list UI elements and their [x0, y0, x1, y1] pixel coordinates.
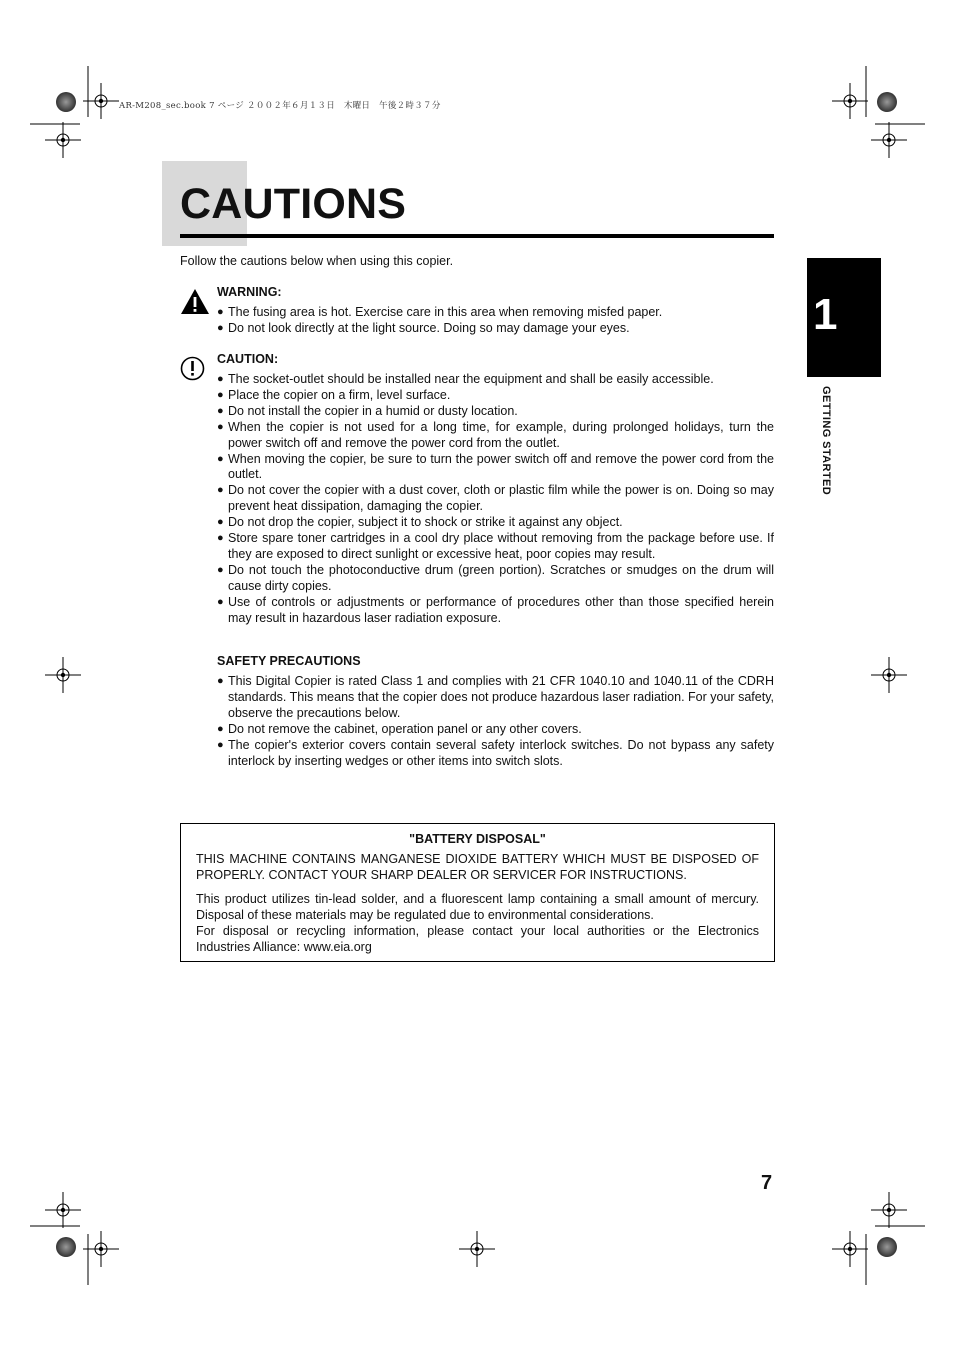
bullet-icon: ● [217, 595, 224, 608]
list-item-text: When the copier is not used for a long time, for example, during prolonged holidays, turn the power switch off and remove the power cord from the outlet. [228, 419, 774, 450]
list-item [217, 563, 774, 595]
list-item [217, 515, 774, 531]
safety-section [217, 654, 774, 769]
list-item [217, 674, 774, 722]
warning-triangle-icon [180, 288, 210, 315]
warning-heading: WARNING: [217, 285, 282, 299]
bullet-icon: ● [217, 484, 224, 497]
page-title: CAUTIONS [180, 180, 407, 228]
list-item-text: The fusing area is hot. Exercise care in this area when removing misfed paper. [228, 305, 663, 319]
list-item-text: Store spare toner cartridges in a cool dry place without removing from the package before use. If they are exposed to direct sunlight or excessive heat, poor copies may result. [228, 531, 774, 561]
bullet-icon: ● [217, 452, 224, 465]
list-item-text: Do not install the copier in a humid or dusty location. [228, 403, 518, 418]
list-item-text: Do not cover the copier with a dust cover, cloth or plastic film while the power is on. Doing so may prevent heat dissipation, damaging the copier. [228, 483, 774, 514]
bullet-icon: ● [217, 675, 224, 687]
list-item-text: This Digital Copier is rated Class 1 and complies with 21 CFR 1040.10 and 1040.11 of the CDRH standards. This means that the copier does not produce hazardous laser radiation. For your safety, observe the precautions below. [228, 674, 774, 720]
list-item-text: Do not touch the photoconductive drum (green portion). Scratches or smudges on the drum will cause dirty copies. [228, 562, 774, 593]
chapter-label: GETTING STARTED [820, 386, 832, 496]
title-rule [180, 234, 774, 238]
list-item [217, 483, 774, 515]
bullet-icon: ● [217, 420, 224, 433]
list-item [217, 531, 774, 563]
safety-heading: SAFETY PRECAUTIONS [217, 654, 361, 668]
caution-section [217, 352, 774, 627]
list-item [217, 420, 774, 452]
bullet-icon: ● [217, 388, 224, 401]
caution-exclamation-icon [180, 356, 205, 381]
list-item [217, 321, 774, 337]
print-header: AR-M208_sec.book 7 ページ ２００２年６月１３日 木曜日 午後２時３７分 [119, 101, 441, 111]
caution-heading: CAUTION: [217, 352, 279, 366]
battery-title: "BATTERY DISPOSAL" [409, 832, 546, 846]
bullet-icon: ● [217, 563, 224, 576]
list-item-text: The socket-outlet should be installed near the equipment and shall be easily accessible. [228, 372, 714, 386]
bullet-icon: ● [217, 404, 224, 417]
list-item-text: The copier's exterior covers contain several safety interlock switches. Do not bypass any safety interlock by inserting wedges or other items into switch slots. [228, 737, 774, 768]
bullet-icon: ● [217, 306, 224, 318]
list-item-text: Do not look directly at the light source. Doing so may damage your eyes. [228, 320, 630, 335]
list-item [217, 305, 774, 321]
caution-list [217, 372, 774, 627]
list-item [217, 372, 774, 388]
warning-list [217, 305, 774, 337]
list-item-text: When moving the copier, be sure to turn the power switch off and remove the power cord from the outlet. [228, 451, 774, 482]
list-item-text: Use of controls or adjustments or performance of procedures other than those specified herein may result in hazardous laser radiation exposure. [228, 594, 774, 625]
bullet-icon: ● [217, 321, 224, 334]
battery-text-1: This product utilizes tin-lead solder, and a fluorescent lamp containing a small amount of mercury. Disposal of these materials may be regulated due to environmental considerations. [196, 892, 759, 922]
warning-section [217, 285, 774, 337]
bullet-icon: ● [217, 516, 224, 529]
list-item [217, 452, 774, 484]
list-item-text: Do not drop the copier, subject it to shock or strike it against any object. [228, 515, 623, 530]
battery-disposal-box [180, 823, 775, 962]
bullet-icon: ● [217, 722, 224, 735]
bullet-icon: ● [217, 532, 224, 545]
battery-caps-text: THIS MACHINE CONTAINS MANGANESE DIOXIDE BATTERY WHICH MUST BE DISPOSED OF PROPERLY. CONTACT YOUR SHARP DEALER OR SERVICER FOR INSTRUCTIONS. [196, 852, 759, 882]
safety-list [217, 674, 774, 769]
list-item [217, 404, 774, 420]
battery-text-2: For disposal or recycling information, please contact your local authorities or the Electronics Industries Alliance: www.eia.org [196, 924, 759, 954]
list-item-text: Do not remove the cabinet, operation panel or any other covers. [228, 721, 582, 736]
list-item [217, 722, 774, 738]
list-item-text: Place the copier on a firm, level surface. [228, 387, 451, 402]
list-item [217, 738, 774, 770]
intro-text: Follow the cautions below when using this copier. [180, 254, 454, 268]
bullet-icon: ● [217, 738, 224, 751]
list-item [217, 595, 774, 627]
chapter-number: 1 [813, 290, 838, 339]
page-number: 7 [761, 1172, 773, 1194]
bullet-icon: ● [217, 373, 224, 385]
list-item [217, 388, 774, 404]
